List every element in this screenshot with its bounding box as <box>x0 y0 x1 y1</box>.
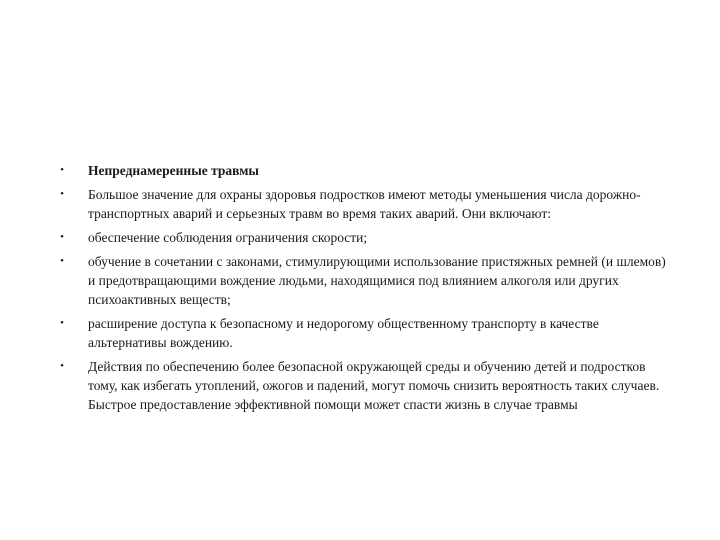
bullet-icon: • <box>60 188 64 200</box>
bullet-icon: • <box>60 231 64 243</box>
list-item-text: Большое значение для охраны здоровья подростков имеют методы уменьшения числа дорожно-транспортных аварий и серьезных травм во время таких аварий. Они включают: <box>88 187 641 221</box>
heading-unintentional-injuries: Непреднамеренные травмы <box>88 163 259 178</box>
list-item-text: Действия по обеспечению более безопасной окружающей среды и обучению детей и подростков тому, как избегать утоплений, ожогов и падений, могут помочь снизить вероятность таких случаев. Быстрое предоставление эффективной помощи может спасти жизнь в случае травмы <box>88 359 660 412</box>
list-item-heading <box>52 161 672 180</box>
list-item-text: обучение в сочетании с законами, стимулирующими использование пристяжных ремней (и шлемов) и предотвращающими вождение людьми, находящимися под влиянием алкоголя или других психоактивных веществ; <box>88 254 666 307</box>
list-item <box>52 357 672 414</box>
list-item <box>52 228 672 247</box>
bullet-list <box>52 161 672 419</box>
bullet-icon: • <box>60 255 64 267</box>
list-item-text: расширение доступа к безопасному и недорогому общественному транспорту в качестве альтернативы вождению. <box>88 316 599 350</box>
bullet-icon: • <box>60 317 64 329</box>
list-item <box>52 252 672 309</box>
list-item <box>52 314 672 352</box>
bullet-icon: • <box>60 360 64 372</box>
bullet-icon: • <box>60 164 64 176</box>
list-item <box>52 185 672 223</box>
list-item-text: обеспечение соблюдения ограничения скорости; <box>88 230 368 245</box>
